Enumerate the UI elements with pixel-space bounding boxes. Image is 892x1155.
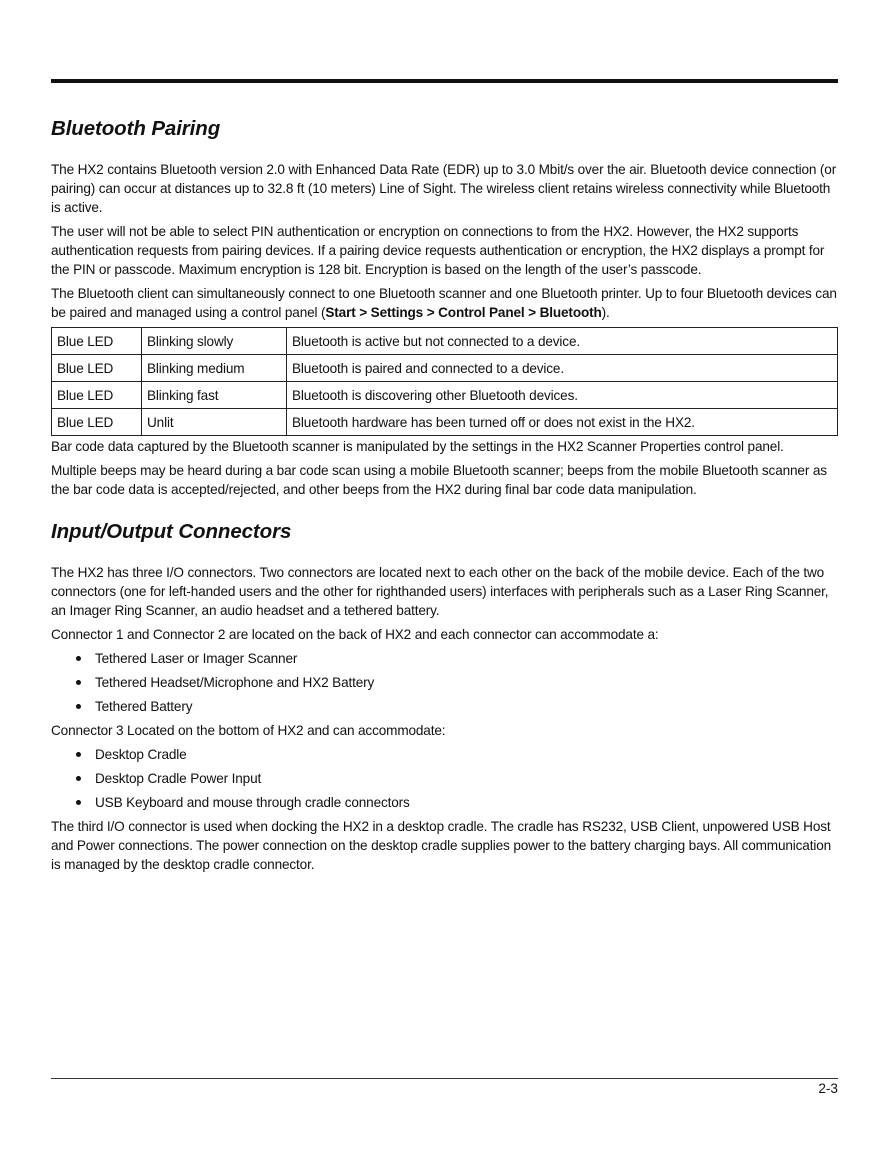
table-cell-meaning: Bluetooth is paired and connected to a device. (287, 355, 838, 382)
table-cell-meaning: Bluetooth is active but not connected to a device. (287, 328, 838, 355)
list-item-text: Tethered Battery (95, 699, 193, 714)
header-rule (51, 79, 838, 83)
led-status-table (51, 327, 838, 436)
table-cell-led: Blue LED (52, 355, 142, 382)
table-cell-meaning: Bluetooth hardware has been turned off or does not exist in the HX2. (287, 409, 838, 436)
bullet-icon (76, 776, 81, 781)
menu-path: Start > Settings > Control Panel > Bluetooth (325, 305, 602, 320)
footer-rule (51, 1078, 838, 1079)
list-item (51, 745, 838, 764)
paragraph-text: ). (601, 305, 610, 320)
list-item-text: Desktop Cradle Power Input (95, 771, 262, 786)
bullet-icon (76, 800, 81, 805)
table-cell-led: Blue LED (52, 328, 142, 355)
paragraph: Connector 3 Located on the bottom of HX2 and can accommodate: (51, 723, 446, 738)
list-item-text: USB Keyboard and mouse through cradle connectors (95, 795, 410, 810)
paragraph: The HX2 has three I/O connectors. Two connectors are located next to each other on the back of the mobile device. Each of the two connectors (one for left-handed users and the other for righthanded users) interfaces with peripherals such as a Laser Ring Scanner, an Imager Ring Scanner, an audio headset and a tethered battery. (51, 565, 829, 618)
connector-3-list (51, 745, 838, 812)
paragraph-text: The Bluetooth client can simultaneously connect to one Bluetooth scanner and one Bluetooth printer. Up to four Bluetooth devices can be paired and managed using a control panel ( (51, 286, 837, 320)
table-row (52, 328, 838, 355)
table-cell-state: Unlit (142, 409, 287, 436)
paragraph: The user will not be able to select PIN authentication or encryption on connections to from the HX2. However, the HX2 supports authentication requests from pairing devices. If a pairing device requests authentication or encryption, the HX2 displays a prompt for the PIN or passcode. Maximum encryption is 128 bit. Encryption is based on the length of the user’s passcode. (51, 224, 825, 277)
paragraph: The HX2 contains Bluetooth version 2.0 with Enhanced Data Rate (EDR) up to 3.0 Mbit/s over the air. Bluetooth device connection (or pairing) can occur at distances up to 32.8 ft (10 meters) Line of Sight. The wireless client retains wireless connectivity while Bluetooth is active. (51, 162, 837, 215)
bullet-icon (76, 752, 81, 757)
list-item (51, 697, 838, 716)
paragraph (51, 284, 838, 322)
paragraph: Connector 1 and Connector 2 are located on the back of HX2 and each connector can accommodate a: (51, 627, 659, 642)
section-title-bluetooth-pairing: Bluetooth Pairing (51, 117, 221, 140)
table-cell-led: Blue LED (52, 409, 142, 436)
connector-1-2-list (51, 649, 838, 716)
paragraph: The third I/O connector is used when docking the HX2 in a desktop cradle. The cradle has RS232, USB Client, unpowered USB Host and Power connections. The power connection on the desktop cradle supplies power to the battery charging bays. All communication is managed by the desktop cradle connector. (51, 819, 832, 872)
list-item (51, 673, 838, 692)
bullet-icon (76, 680, 81, 685)
list-item-text: Tethered Laser or Imager Scanner (95, 651, 298, 666)
table-cell-meaning: Bluetooth is discovering other Bluetooth devices. (287, 382, 838, 409)
table-cell-state: Blinking medium (142, 355, 287, 382)
paragraph: Multiple beeps may be heard during a bar code scan using a mobile Bluetooth scanner; beeps from the mobile Bluetooth scanner as the bar code data is accepted/rejected, and other beeps from the HX2 during final bar code data manipulation. (51, 463, 827, 497)
list-item-text: Tethered Headset/Microphone and HX2 Battery (95, 675, 375, 690)
section-title-io-connectors: Input/Output Connectors (51, 520, 292, 543)
table-row (52, 355, 838, 382)
page-number: 2-3 (818, 1081, 838, 1096)
list-item (51, 793, 838, 812)
list-item-text: Desktop Cradle (95, 747, 187, 762)
table-row (52, 409, 838, 436)
paragraph: Bar code data captured by the Bluetooth scanner is manipulated by the settings in the HX2 Scanner Properties control panel. (51, 439, 784, 454)
page-content (51, 113, 838, 879)
table-cell-state: Blinking slowly (142, 328, 287, 355)
list-item (51, 649, 838, 668)
table-row (52, 382, 838, 409)
table-cell-led: Blue LED (52, 382, 142, 409)
table-cell-state: Blinking fast (142, 382, 287, 409)
bullet-icon (76, 704, 81, 709)
list-item (51, 769, 838, 788)
bullet-icon (76, 656, 81, 661)
